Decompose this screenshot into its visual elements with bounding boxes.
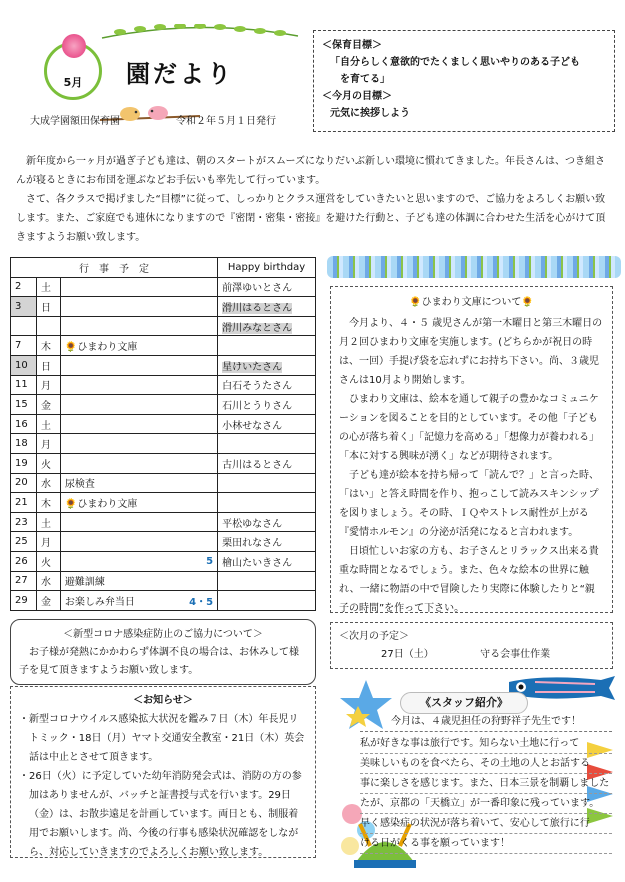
- event-cell-text: 避難訓練: [64, 577, 105, 589]
- day-cell: [11, 453, 37, 473]
- day-cell: [11, 316, 37, 336]
- day-cell-text: 3: [15, 300, 22, 312]
- weekday-cell: [36, 414, 60, 434]
- day-cell-text: 2: [15, 281, 22, 293]
- table-row: [11, 532, 316, 552]
- event-cell: [60, 414, 217, 434]
- table-row: [11, 414, 316, 434]
- goal-text-cont: を育てる」: [340, 74, 390, 85]
- birthday-cell: [218, 336, 316, 356]
- next-month-box: [330, 622, 613, 669]
- birthday-cell: [218, 591, 316, 611]
- event-cell: [60, 277, 217, 297]
- event-cell: [60, 571, 217, 591]
- event-cell-text: 🌻ひまわり文庫: [64, 498, 138, 510]
- day-cell: [11, 591, 37, 611]
- birthday-cell-text: 栗田れなさん: [222, 538, 283, 550]
- day-cell: [11, 414, 37, 434]
- corona-title: ＜新型コロナ感染症防止のご協力について＞: [63, 629, 263, 640]
- weekday-cell: [36, 355, 60, 375]
- weekday-cell-text: 火: [40, 557, 51, 569]
- intro-paragraph: さて、各クラスで掲げました“目標”に従って、しっかりとクラス運営をしていきたいと思いますので、ご協力をよろしくお願い致します。また、ご家庭でも連休になりますので『密閉・密集・密接』を避けた行動と、子ども達の体調に合わせた生活を心がけて頂きますようお願い致します。: [16, 194, 606, 243]
- birthday-cell: [218, 316, 316, 336]
- table-row: [11, 336, 316, 356]
- birthday-cell: [218, 355, 316, 375]
- day-cell: [11, 277, 37, 297]
- day-cell: [11, 473, 37, 493]
- event-cell: [60, 395, 217, 415]
- leaf-vine-decoration: [100, 24, 300, 42]
- hydrangea-strip-decoration: [327, 256, 621, 278]
- birthday-header: Happy birthday: [218, 258, 316, 278]
- weekday-cell-text: 水: [40, 577, 51, 589]
- weekday-cell: [36, 473, 60, 493]
- birthday-cell-text: 平松ゆなさん: [222, 518, 283, 530]
- staff-line: ける日がくる事を願っています！: [360, 834, 612, 854]
- goal-label: ＜保育目標＞: [322, 40, 382, 51]
- day-cell-text: 11: [15, 379, 28, 391]
- table-row: [11, 375, 316, 395]
- birthday-cell-text: 小林せなさん: [222, 420, 283, 432]
- weekday-cell: [36, 375, 60, 395]
- corona-body: お子様が発熱にかかわらず体調不良の場合は、お休みして様子を見て頂きますようお願い致します。: [19, 647, 299, 676]
- staff-line: 事に楽しさを感じます。また、日本三景を制覇しました: [360, 774, 612, 794]
- notice-title: ＜お知らせ＞: [133, 695, 193, 706]
- next-month-event: 守る会事仕作業: [480, 649, 551, 660]
- day-cell-text: 19: [15, 457, 28, 469]
- birthday-cell-text: 古川はるとさん: [222, 459, 293, 471]
- table-row: [11, 355, 316, 375]
- day-cell: [11, 375, 37, 395]
- event-cell: [60, 493, 217, 513]
- next-month-label: ＜次月の予定＞: [339, 631, 409, 642]
- staff-line: 美味しいものを食べたら、その土地の人とお話する: [360, 754, 612, 774]
- birthday-cell-text: 滑川はるとさん: [222, 302, 293, 314]
- next-month-date: 27日（土）: [381, 649, 434, 660]
- weekday-cell-text: 日: [40, 302, 51, 314]
- event-cell-text: 尿検査: [64, 479, 95, 491]
- weekday-cell: [36, 297, 60, 317]
- birthday-cell: [218, 532, 316, 552]
- weekday-cell: [36, 395, 60, 415]
- notice-item: ・26日（火）に予定していた幼年消防発会式は、消防の方の参加はありませんが、バッチと証書授与式を行います。29日（金）は、お散歩遠足を計画しています。両日とも、制服着用でお願いします。尚、今後の行事も感染状況確認をしながら、対応していきますのでよろしくお願い致します。: [19, 771, 302, 858]
- goal-text: 「自分らしく意欲的でたくましく思いやりのある子ども: [330, 57, 580, 68]
- weekday-cell: [36, 591, 60, 611]
- birthday-cell-text: 星けいたさん: [222, 361, 283, 373]
- weekday-cell-text: 木: [40, 342, 51, 354]
- staff-box: [360, 712, 612, 854]
- day-cell: [11, 434, 37, 454]
- event-cell: [60, 297, 217, 317]
- notice-item: ・新型コロナウイルス感染拡大状況を鑑み７日（木）年長児リトミック・18日（月）ヤマト交通安全教室・21日（木）英会話は中止とさせて頂きます。: [19, 714, 305, 763]
- intro-text: [16, 152, 612, 247]
- library-paragraph: ひまわり文庫は、絵本を通して親子の豊かなコミュニケーションを図ることを目的としています。その他「子どもの心が落ち着く」「記憶力を高める」「想像力が養われる」「本に対する興味が湧く」などが期待されます。: [339, 394, 599, 462]
- age-tag: 4・5: [189, 596, 214, 608]
- corona-notice-box: [10, 619, 316, 685]
- next-month-row: [339, 646, 604, 664]
- weekday-cell-text: 日: [40, 361, 51, 373]
- month-goal-label: ＜今月の目標＞: [322, 91, 392, 102]
- weekday-cell: [36, 336, 60, 356]
- day-cell: [11, 336, 37, 356]
- birthday-cell: [218, 493, 316, 513]
- event-cell: [60, 512, 217, 532]
- day-cell-text: 7: [15, 340, 22, 352]
- event-cell: [60, 532, 217, 552]
- staff-headline: 今月は、４歳児担任の狩野祥子先生です！: [360, 712, 612, 732]
- age-tag: 5: [206, 555, 214, 567]
- intro-paragraph: 新年度から一ヶ月が過ぎ子ども達は、朝のスタートがスムーズになりだいぶ新しい環境に慣れてきました。年長さんは、つき組さんが寝るときにお布団を運ぶなどお手伝いも率先して行っています。: [16, 156, 605, 186]
- weekday-cell: [36, 571, 60, 591]
- day-cell-text: 16: [15, 418, 28, 430]
- day-cell: [11, 551, 37, 571]
- event-cell: [60, 473, 217, 493]
- day-cell-text: 29: [15, 594, 28, 606]
- birthday-cell-text: 前澤ゆいとさん: [222, 283, 293, 295]
- birthday-cell-text: 檜山たいきさん: [222, 557, 293, 569]
- month-badge: 5月: [63, 76, 83, 89]
- event-cell: [60, 316, 217, 336]
- weekday-cell-text: 金: [40, 596, 51, 608]
- event-cell: [60, 591, 217, 611]
- birthday-cell-text: 白石そうたさん: [222, 381, 293, 393]
- table-row: [11, 434, 316, 454]
- birthday-cell: [218, 571, 316, 591]
- library-title: 🌻ひまわり文庫について🌻: [409, 297, 534, 308]
- staff-line: 早く感染症の状況が落ち着いて、安心して旅行に行: [360, 814, 612, 834]
- weekday-cell-text: 月: [40, 381, 51, 393]
- notice-box: [10, 686, 316, 858]
- birthday-cell: [218, 297, 316, 317]
- day-cell-text: 27: [15, 575, 28, 587]
- weekday-cell: [36, 277, 60, 297]
- carnation-icon: [62, 34, 86, 58]
- goals-box: [313, 30, 615, 132]
- day-cell-text: 23: [15, 516, 28, 528]
- weekday-cell-text: 木: [40, 498, 51, 510]
- weekday-cell-text: 月: [40, 538, 51, 550]
- birthday-cell: [218, 512, 316, 532]
- weekday-cell-text: 土: [40, 518, 51, 530]
- day-cell: [11, 493, 37, 513]
- table-row: [11, 395, 316, 415]
- day-cell-text: 10: [15, 359, 28, 371]
- event-cell: [60, 434, 217, 454]
- day-cell-text: 21: [15, 496, 28, 508]
- table-row: [11, 297, 316, 317]
- library-paragraph: 日頃忙しいお家の方も、お子さんとリラックス出来る貴重な時間となるでしょう。また、色々な絵本の世界に触れ、一緒に物語の中で冒険したり実際に体験したりと“親子の時間”を作って下さい。: [339, 546, 599, 614]
- birthday-cell: [218, 395, 316, 415]
- birthday-cell: [218, 551, 316, 571]
- birthday-cell: [218, 473, 316, 493]
- table-row: [11, 277, 316, 297]
- staff-line: たが、京都の「天橋立」が一番印象に残っています。: [360, 794, 612, 814]
- event-cell: [60, 355, 217, 375]
- day-cell: [11, 571, 37, 591]
- library-box: [330, 286, 613, 613]
- weekday-cell: [36, 551, 60, 571]
- page-title: 園だより: [126, 60, 234, 88]
- event-cell-text: お楽しみ弁当日: [64, 596, 135, 608]
- table-row: [11, 551, 316, 571]
- weekday-cell: [36, 316, 60, 336]
- birthday-cell-text: 石川とうりさん: [222, 400, 293, 412]
- day-cell: [11, 532, 37, 552]
- day-cell-text: 26: [15, 555, 28, 567]
- birthday-cell: [218, 277, 316, 297]
- weekday-cell: [36, 532, 60, 552]
- table-row: [11, 453, 316, 473]
- weekday-cell-text: 火: [40, 459, 51, 471]
- birthday-cell: [218, 375, 316, 395]
- table-row: [11, 571, 316, 591]
- day-cell: [11, 512, 37, 532]
- schedule-header: 行 事 予 定: [11, 258, 218, 278]
- issue-date: 令和２年５月１日発行: [176, 116, 276, 127]
- weekday-cell-text: 土: [40, 283, 51, 295]
- weekday-cell-text: 金: [40, 400, 51, 412]
- weekday-cell-text: 水: [40, 479, 51, 491]
- schedule-table: [10, 257, 316, 611]
- birthday-cell: [218, 414, 316, 434]
- library-paragraph: 今月より、４・５ 歳児さんが第一木曜日と第三木曜日の月２回ひまわり文庫を実施します。(どちらかが祝日の時は、一回）手提げ袋を忘れずにお持ち下さい。尚、３歳児さんは10月より開始します。: [339, 318, 603, 386]
- event-cell: [60, 551, 217, 571]
- library-paragraph: 子ども達が絵本を持ち帰って「読んで？」と言った時、「はい」と答え時間を作り、抱っこして読みスキンシップを図りましょう。その時、ＩＱやストレス耐性が上がる『愛情ホルモン』の分泌が活発になると言われます。: [339, 470, 599, 538]
- table-row: [11, 316, 316, 336]
- table-row: [11, 591, 316, 611]
- table-row: [11, 493, 316, 513]
- weekday-cell: [36, 493, 60, 513]
- event-cell: [60, 453, 217, 473]
- day-cell-text: 18: [15, 438, 28, 450]
- event-cell: [60, 336, 217, 356]
- birthday-cell: [218, 453, 316, 473]
- table-row: [11, 473, 316, 493]
- event-cell-text: 🌻ひまわり文庫: [64, 342, 138, 354]
- staff-line: 私が好きな事は旅行です。知らない土地に行って: [360, 734, 612, 754]
- day-cell: [11, 355, 37, 375]
- day-cell: [11, 395, 37, 415]
- day-cell-text: 15: [15, 398, 28, 410]
- day-cell-text: 25: [15, 536, 28, 548]
- month-goal-text: 元気に挨拶しよう: [330, 108, 410, 119]
- staff-section-title: 《スタッフ紹介》: [400, 692, 528, 714]
- event-cell: [60, 375, 217, 395]
- weekday-cell: [36, 453, 60, 473]
- table-header-row: [11, 258, 316, 278]
- school-name: 大成学園額田保育園: [30, 116, 120, 127]
- table-row: [11, 512, 316, 532]
- weekday-cell-text: 月: [40, 440, 51, 452]
- weekday-cell: [36, 512, 60, 532]
- day-cell: [11, 297, 37, 317]
- weekday-cell: [36, 434, 60, 454]
- birthday-cell: [218, 434, 316, 454]
- birthday-cell-text: 滑川みなとさん: [222, 322, 293, 334]
- day-cell-text: 20: [15, 477, 28, 489]
- weekday-cell-text: 土: [40, 420, 51, 432]
